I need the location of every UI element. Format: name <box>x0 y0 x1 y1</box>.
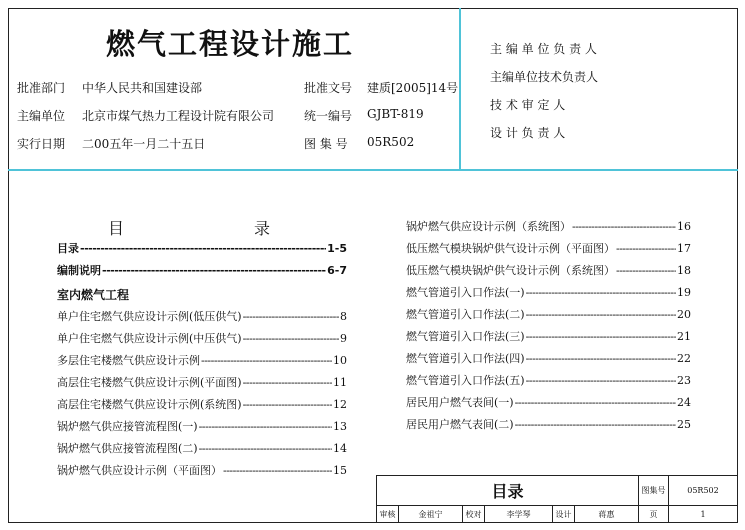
toc-title-right: 录 <box>254 219 271 238</box>
dot-leader <box>515 396 676 409</box>
designer-name: 蒋惠 <box>575 506 639 522</box>
proof-label: 校对 <box>463 506 485 522</box>
dot-leader <box>243 376 332 389</box>
dot-leader <box>199 442 332 455</box>
toc-entry[interactable]: 燃气管道引入口作法(二) ----- 20 <box>406 306 691 322</box>
toc-entry[interactable]: 锅炉燃气供应设计示例（系统图） ----- 16 <box>406 218 691 234</box>
toc-entry[interactable]: 居民用户燃气表间(二) ----- 25 <box>406 416 691 432</box>
toc-entry[interactable]: 燃气管道引入口作法(五) ----- 23 <box>406 372 691 388</box>
toc-entry[interactable]: 多层住宅楼燃气供应设计示例 ----- 10 <box>57 352 347 368</box>
toc-entry[interactable]: 单户住宅燃气供应设计示例(低压供气) ----- 8 <box>57 308 347 324</box>
dot-leader <box>102 264 326 277</box>
dot-leader <box>616 264 676 277</box>
toc-title-left: 目 <box>108 219 125 238</box>
dot-leader <box>201 354 332 367</box>
role-chief-unit-head: 主 编 单 位 负 责 人 <box>490 42 597 56</box>
dot-leader <box>572 220 676 233</box>
toc-entry[interactable]: 低压燃气模块锅炉供气设计示例（平面图） ----- 17 <box>406 240 691 256</box>
unified-no-label: 统一编号 <box>304 109 353 123</box>
dot-leader <box>515 418 676 431</box>
dot-leader <box>526 352 676 365</box>
toc-entry[interactable]: 单户住宅燃气供应设计示例(中压供气) ----- 9 <box>57 330 347 346</box>
dot-leader <box>526 330 676 343</box>
approval-no-value: 建质[2005]14号 <box>367 81 459 95</box>
role-chief-tech-head: 主编单位技术负责人 <box>490 70 599 84</box>
header-divider <box>8 169 738 171</box>
title-block-atlas-label: 图集号 <box>639 476 669 506</box>
toc-entry[interactable]: 燃气管道引入口作法(四) ----- 22 <box>406 350 691 366</box>
dot-leader <box>243 398 332 411</box>
toc-entry[interactable]: 低压燃气模块锅炉供气设计示例（系统图） ----- 18 <box>406 262 691 278</box>
approval-dept-value: 中华人民共和国建设部 <box>82 81 203 95</box>
toc-section-label: 室内燃气工程 <box>57 288 130 302</box>
dot-leader <box>526 308 676 321</box>
toc-entry[interactable]: 燃气管道引入口作法(一) ----- 19 <box>406 284 691 300</box>
page-number: 1 <box>700 509 706 519</box>
approval-dept-label: 批准部门 <box>17 81 66 95</box>
atlas-no-label: 图 集 号 <box>304 137 348 151</box>
dot-leader <box>243 310 339 323</box>
title-block-title: 目录 <box>377 476 639 506</box>
chief-unit-label: 主编单位 <box>17 109 66 123</box>
toc-entry[interactable]: 高层住宅楼燃气供应设计示例(平面图) ----- 11 <box>57 374 347 390</box>
dot-leader <box>526 374 676 387</box>
chief-unit-value: 北京市煤气热力工程设计院有限公司 <box>82 109 275 123</box>
atlas-no-value: 05R502 <box>367 135 415 149</box>
toc-entry[interactable]: 编制说明 ----- 6-7 <box>57 262 347 278</box>
role-tech-approver: 技 术 审 定 人 <box>490 98 566 112</box>
toc-entry[interactable]: 燃气管道引入口作法(三) ----- 21 <box>406 328 691 344</box>
effective-date-label: 实行日期 <box>17 137 66 151</box>
toc-entry[interactable]: 目录 ----- 1-5 <box>57 240 347 256</box>
proofer-name: 李学琴 <box>485 506 553 522</box>
dot-leader <box>526 286 676 299</box>
header-vertical-divider <box>459 8 461 169</box>
toc-entry[interactable]: 居民用户燃气表间(一) ----- 24 <box>406 394 691 410</box>
toc-entry[interactable]: 锅炉燃气供应接管流程图(一) ----- 13 <box>57 418 347 434</box>
unified-no-value: GJBT-819 <box>367 107 424 121</box>
design-label: 设计 <box>553 506 575 522</box>
dot-leader <box>616 242 676 255</box>
toc-entry[interactable]: 高层住宅楼燃气供应设计示例(系统图) ----- 12 <box>57 396 347 412</box>
page-title: 燃气工程设计施工 <box>106 27 355 61</box>
page-label: 页 <box>639 506 669 522</box>
approval-no-label: 批准文号 <box>304 81 353 95</box>
reviewer-name: 金祖宁 <box>399 506 463 522</box>
dot-leader <box>223 464 332 477</box>
toc-entry[interactable]: 锅炉燃气供应接管流程图(二) ----- 14 <box>57 440 347 456</box>
review-label: 审核 <box>377 506 399 522</box>
title-block <box>376 475 738 523</box>
role-design-head: 设 计 负 责 人 <box>490 126 566 140</box>
title-block-atlas-no: 05R502 <box>669 476 737 506</box>
toc-entry[interactable]: 锅炉燃气供应设计示例（平面图） ----- 15 <box>57 462 347 478</box>
dot-leader <box>243 332 339 345</box>
dot-leader <box>199 420 332 433</box>
effective-date-value: 二00五年一月二十五日 <box>82 137 206 151</box>
dot-leader <box>80 242 326 255</box>
